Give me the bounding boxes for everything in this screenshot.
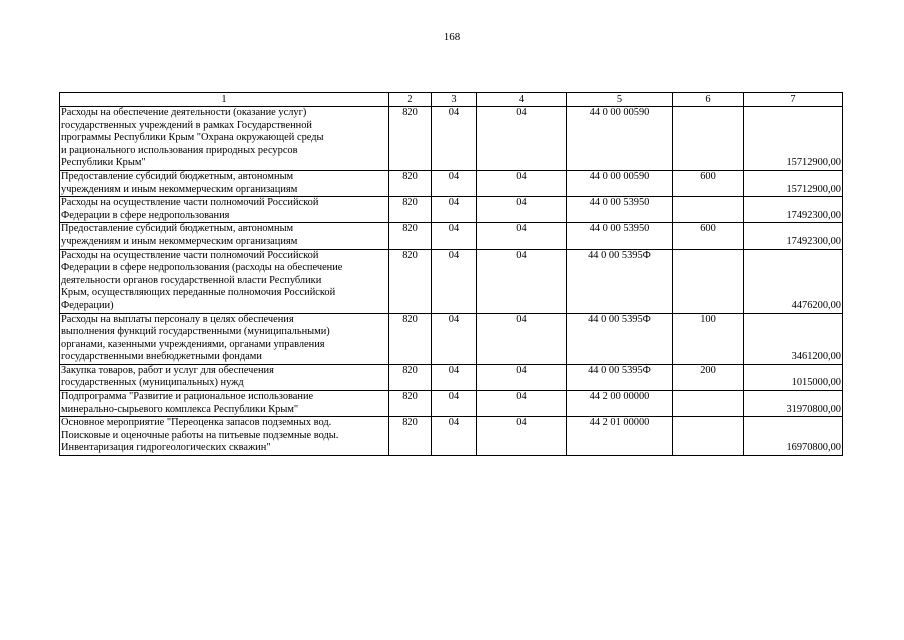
target-article-cell: 44 2 01 00000 bbox=[567, 417, 673, 456]
expense-name-line: минерально-сырьевого комплекса Республики Крым" bbox=[61, 403, 299, 415]
expense-name-line: государственными внебюджетными фондами bbox=[61, 351, 262, 363]
target-article-cell: 44 0 00 53950 bbox=[567, 223, 673, 249]
expense-type-cell: 600 bbox=[673, 170, 744, 196]
amount-cell: 15712900,00 bbox=[744, 107, 843, 171]
expense-name-line: Федерации в сфере недропользования bbox=[61, 209, 230, 221]
grbs-code-cell: 820 bbox=[389, 170, 432, 196]
subsection-code-cell: 04 bbox=[477, 107, 567, 171]
subsection-code-cell: 04 bbox=[477, 170, 567, 196]
section-code-cell: 04 bbox=[432, 249, 477, 313]
expense-name-cell bbox=[60, 249, 389, 313]
expense-type-cell bbox=[673, 391, 744, 417]
expense-type-cell bbox=[673, 107, 744, 171]
target-article-cell: 44 0 00 5395Ф bbox=[567, 313, 673, 364]
table-row bbox=[60, 313, 843, 364]
table-row bbox=[60, 170, 843, 196]
expense-name-line: Предоставление субсидий бюджетным, автономным bbox=[61, 223, 294, 235]
expense-name-line: и рационального использования природных ресурсов bbox=[61, 144, 298, 156]
section-code-cell: 04 bbox=[432, 197, 477, 223]
expense-name-line: Федерации в сфере недропользования (расходы на обеспечение bbox=[61, 262, 343, 274]
page-number: 168 bbox=[443, 31, 461, 43]
amount-cell: 1015000,00 bbox=[744, 364, 843, 390]
header-col-6: 6 bbox=[673, 93, 744, 107]
section-code-cell: 04 bbox=[432, 313, 477, 364]
expense-name-cell bbox=[60, 391, 389, 417]
expense-name-line: Расходы на осуществление части полномочий Российской bbox=[61, 249, 319, 261]
header-col-5: 5 bbox=[567, 93, 673, 107]
amount-cell: 4476200,00 bbox=[744, 249, 843, 313]
header-col-4: 4 bbox=[477, 93, 567, 107]
grbs-code-cell: 820 bbox=[389, 223, 432, 249]
expense-type-cell bbox=[673, 417, 744, 456]
target-article-cell: 44 0 00 00590 bbox=[567, 107, 673, 171]
table-row bbox=[60, 223, 843, 249]
expense-name-line: учреждениям и иным некоммерческим организациям bbox=[61, 183, 298, 195]
subsection-code-cell: 04 bbox=[477, 391, 567, 417]
expense-name-line: Подпрограмма "Развитие и рациональное использование bbox=[61, 391, 314, 403]
subsection-code-cell: 04 bbox=[477, 364, 567, 390]
expense-name-cell bbox=[60, 107, 389, 171]
target-article-cell: 44 0 00 5395Ф bbox=[567, 364, 673, 390]
header-col-1: 1 bbox=[60, 93, 389, 107]
expense-name-line: Расходы на осуществление части полномочий Российской bbox=[61, 197, 319, 209]
grbs-code-cell: 820 bbox=[389, 249, 432, 313]
budget-table bbox=[59, 92, 843, 456]
amount-cell: 17492300,00 bbox=[744, 223, 843, 249]
expense-name-line: программы Республики Крым "Охрана окружающей среды bbox=[61, 132, 324, 144]
expense-type-cell bbox=[673, 249, 744, 313]
target-article-cell: 44 0 00 53950 bbox=[567, 197, 673, 223]
subsection-code-cell: 04 bbox=[477, 249, 567, 313]
expense-name-line: Расходы на выплаты персоналу в целях обеспечения bbox=[61, 313, 294, 325]
subsection-code-cell: 04 bbox=[477, 223, 567, 249]
expense-name-cell bbox=[60, 417, 389, 456]
grbs-code-cell: 820 bbox=[389, 107, 432, 171]
amount-cell: 15712900,00 bbox=[744, 170, 843, 196]
section-code-cell: 04 bbox=[432, 107, 477, 171]
expense-name-line: Крым, осуществляющих переданные полномочия Российской bbox=[61, 287, 336, 299]
amount-cell: 17492300,00 bbox=[744, 197, 843, 223]
expense-type-cell: 200 bbox=[673, 364, 744, 390]
expense-name-line: учреждениям и иным некоммерческим организациям bbox=[61, 235, 298, 247]
section-code-cell: 04 bbox=[432, 391, 477, 417]
expense-name-line: Федерации) bbox=[61, 299, 114, 311]
header-col-7: 7 bbox=[744, 93, 843, 107]
expense-name-cell bbox=[60, 197, 389, 223]
expense-type-cell: 600 bbox=[673, 223, 744, 249]
grbs-code-cell: 820 bbox=[389, 417, 432, 456]
header-col-2: 2 bbox=[389, 93, 432, 107]
table-row bbox=[60, 107, 843, 171]
grbs-code-cell: 820 bbox=[389, 313, 432, 364]
expense-name-cell bbox=[60, 313, 389, 364]
expense-name-line: государственных (муниципальных) нужд bbox=[61, 377, 244, 389]
expense-name-cell bbox=[60, 170, 389, 196]
subsection-code-cell: 04 bbox=[477, 197, 567, 223]
expense-name-line: Предоставление субсидий бюджетным, автономным bbox=[61, 170, 294, 182]
section-code-cell: 04 bbox=[432, 170, 477, 196]
expense-name-line: Расходы на обеспечение деятельности (оказание услуг) bbox=[61, 107, 307, 118]
expense-name-line: выполнения функций государственными (муниципальными) bbox=[61, 326, 330, 338]
section-code-cell: 04 bbox=[432, 364, 477, 390]
grbs-code-cell: 820 bbox=[389, 364, 432, 390]
target-article-cell: 44 0 00 00590 bbox=[567, 170, 673, 196]
subsection-code-cell: 04 bbox=[477, 313, 567, 364]
expense-name-cell bbox=[60, 364, 389, 390]
grbs-code-cell: 820 bbox=[389, 197, 432, 223]
expense-name-line: Основное мероприятие "Переоценка запасов подземных вод. bbox=[61, 417, 332, 429]
table-row bbox=[60, 364, 843, 390]
table-row bbox=[60, 249, 843, 313]
expense-type-cell: 100 bbox=[673, 313, 744, 364]
subsection-code-cell: 04 bbox=[477, 417, 567, 456]
header-row bbox=[60, 93, 843, 107]
table-row bbox=[60, 417, 843, 456]
expense-name-line: органами, казенными учреждениями, органами управления bbox=[61, 338, 325, 350]
section-code-cell: 04 bbox=[432, 223, 477, 249]
expense-name-line: деятельности органов государственной власти Республики bbox=[61, 274, 322, 286]
expense-name-line: Поисковые и оценочные работы на питьевые подземные воды. bbox=[61, 429, 339, 441]
table-row bbox=[60, 197, 843, 223]
expense-name-cell bbox=[60, 223, 389, 249]
expense-name-line: Инвентаризация гидрогеологических скважин" bbox=[61, 442, 271, 454]
amount-cell: 31970800,00 bbox=[744, 391, 843, 417]
expense-name-line: государственных учреждений в рамках Государственной bbox=[61, 119, 312, 131]
target-article-cell: 44 0 00 5395Ф bbox=[567, 249, 673, 313]
amount-cell: 16970800,00 bbox=[744, 417, 843, 456]
expense-name-line: Закупка товаров, работ и услуг для обеспечения bbox=[61, 364, 274, 376]
header-col-3: 3 bbox=[432, 93, 477, 107]
amount-cell: 3461200,00 bbox=[744, 313, 843, 364]
table-row bbox=[60, 391, 843, 417]
grbs-code-cell: 820 bbox=[389, 391, 432, 417]
expense-name-line: Республики Крым" bbox=[61, 157, 146, 169]
expense-type-cell bbox=[673, 197, 744, 223]
target-article-cell: 44 2 00 00000 bbox=[567, 391, 673, 417]
section-code-cell: 04 bbox=[432, 417, 477, 456]
